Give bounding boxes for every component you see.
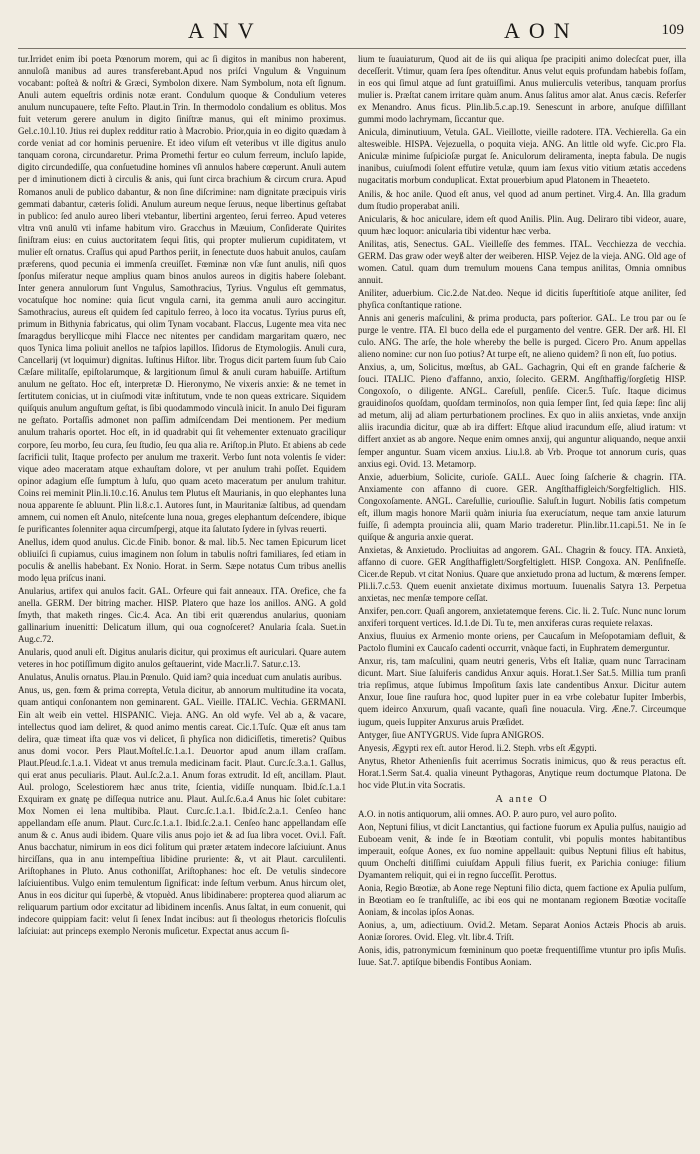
dictionary-entry: Anilitas, atis, Senectus. GAL. Vieilleſſe des femmes. ITAL. Vecchiezza de vecchia. GERM. Das graw oder weyß alter der weiberen. HISP. Vejez de la vieja. ANG. Old age of women. Catul. quam dum tremulum mouens Cana tempus anilitas, Omnia omnibus annuit. [358,238,686,285]
dictionary-entry: Anellus, idem quod anulus. Cic.de Finib. bonor. & mal. lib.5. Nec tamen Epicurum licet obliuiſci ſi cupiamus, cuius imaginem non ſolum in tabulis noſtri familiares, ſed etiam in poculis & anellis habebant. Ex Nonio. Horat. in Serm. Sæpe notatus Cum tribus anellis modo lęua priſcus inani. [18,536,346,584]
dictionary-entry: Aniliter, aduerbium. Cic.2.de Nat.deo. Neque id dicitis ſuperſtitioſe atque aniliter, ſed phyſica conſtantique ratione. [358,287,686,310]
dictionary-entry: Aonius, a, um, adiectiuum. Ovid.2. Metam. Separat Aonios Actæis Phocis ab aruis. Aoniæ ſorores. Ovid. Eleg. vlt. libr.4. Triſt. [358,920,686,943]
dictionary-entry: Antyger, ſiue ANTYGRUS. Vide ſupra ANIGROS. [358,729,544,740]
dictionary-entry: Anularis, quod anuli eſt. Digitus anularis dicitur, qui proximus eſt auriculari. Quare autem veteres in hoc potiſſimum digito anulos geſtauerint, vide Macr.li.7. Satur.c.13. [18,647,346,670]
dictionary-entry: Aonia, Regio Bœotiæ, ab Aone rege Neptuni filio dicta, quem factione ex Apulia pulſum, in Bœotiam eo ſe tranſtuliſſe, ac ibi eos qui ne montanam regionem Bœotiæ vocitaſſe Aoniam, & incolas ipſos Aonas. [358,883,686,918]
left-column [18,53,346,1149]
dictionary-entry: Anxius, fluuius ex Armenio monte oriens, per Caucaſum in Meſopotamiam defluit, & Pactolo flumini ex Caucaſo cadenti occurrit, vnàque facti, in Euphratem demerguntur. [358,631,686,654]
header-right-word: AON [504,18,579,43]
dictionary-entry: Anyesis, Ægypti rex eſt. autor Herod. li.2. Steph. vrbs eſt Ægypti. [358,742,597,753]
running-header [18,14,686,49]
dictionary-entry: tur.Irridet enim ibi poeta Pœnorum morem, qui ac ſi digitos in manibus non haberent, annuloſà manibus ad aures transferebant.Apud nos priſci Vngulum & Vnguinum vocabant: poſteà & noſtri & Græci, Symbolon dixere. Nam Symbolum, nota eſt ſignum. Anuli autem equeſtris ordinis notæ erant. Condulum quoque & Condulium veteres anulum nuncupauere, teſte Feſto. Plaut.in Trin. In thermodolo condalium es oblitus. Mos fuit veterum gerere anulum in digito ſiniſtræ manus, qui eſt minimo proximus. Gel.c.10.l.10. Jtius rei duplex redditur ratio à Macrobio. Prior,quia in eo digito quædam à corde veniat ad cor hominis peruenire. Et ideo viſum eſt veteribus vt ille digitus anulo tanquam corona, circundaretur. Prima Promethi fertur eo culum ferreum, incluſo lapide, digito circundediſſe, qua conſuetudine homines vſi annulos habere cœperunt. Anuli autem per d iminutionem dicti à circulis & anis, qui ſunt circa brachium & circum crura. Apud Romanos anuli de publico dabantur, & non ſine diſcrimine: nam dignitate præcipuis viris gemmati dabantur, cæteris ſolidi. Anulum aureum neque ſeruus, neque libertinus geſtabat in publico: ſed anulo aureo liberi vtebantur, libertini argenteo, ſerui ferreo. Apud veteres vltra vnū anulū vti infame habitum viro. Gracchus in Mæuium, Conſiderate Quirites ſiniſtram eius: en cuius auctoritatem ſequi ſitis, qui propter mulierum cupiditatem, vt mulier eſt ornatus. Craſſus qui apud Parthos periit, in ſenectute duos habuit anulos, cauſam præferens, quod pecunia ei immenſa creuiſſet. Fœminæ non vſæ ſunt anulis, niſi quos ſponſus miſeratur neque amplius quam binos anulos aureos in digitis habere ſolebant. Inter genera annulorum ſunt Vngulus, Samothracius, Tyrius. Vngulus eſt gemmatus, vocatuſque hoc nomine: quia ſicut vngula carni, ita gemma anuli auro accingitur. Samothracius, aureus eſt quidem ſed capitulo ferreo, à loco ita vocatus. Tyrius purus eſt, primum in Bithynia fabricatus, qui olim Tynam vocabant. Flaccus, Lugente mea vita nec ſmaragdus beryllicque mihi Flacce nec nitentes per candidam margaritam quæro, nec quos Tynica lima poliuit anellos ne taſpios lapillos. Iſidorus de Etymologiis. Anuli cura, Cancellarij (vt loquimur) dignitas. Iuſtinus Hiſtor. libr. Trogus dicit partem ſuum ſub Caio Cæſare militaſſe, epiſtolarumque, & largitionum ſimul & anuli curam habuiſſe. Artiſtum anulum ne geſtato. Hoc eſt, interpretæ D. Hieronymo, Ne vixeris anxie: & ne temet in ſertitutem conicias, ut in ciuſmodi vitæ inſtitutum, vnde te non queas extricare. Siquidem quiſquis anulum anguſtum geſtat, is ſibi quodammodo vinculà inicit. In anulo Dei figuram ne geſtato. Portaſſis admonet non paſſim admiſcendam Dei mentionem. Per medium anulum traharis oportet. Hoc eſt, in id quadrabit qui ſit vehementer extenuato graciliqur corpore, ſeu morbo, ſeu cura, ſeu ſtudio, ſeu qua alia re. Ariſtop.in Pluto. Et abiens ab cede ſacrificii tulit, Itaque profecto per anulum me traxerit. Verbo ſunt nota volentis ſe vider: vique adeo maceratam atque exhauſtam dolore, vt per anulum trahi poſſet. Equidem opinor adagium eſſe ſumptum à luſu, quo quam aceto maceratum per anulum trahitur. Coins rei meminit Plin.li.10.c.16. Anulus tem Plutus eſt Maurianis, in quo elephantes luna noua apparente ſe abluunt. Plin li.8.c.1. Autores ſunt, in Mauritaniæ ſaltibus, ad quendam amnem, cui nomen eſt Anulo, niteſcente luna noua, greges elephantum deſcendere, ibique ſe purificantes ſolenniter aqua circumſpergi, atque ita ſalutato ſydere in ſylvas reuerti. [18,54,346,534]
dictionary-entry: Anxifer, pen.corr. Quaſi angorem, anxietatemque ferens. Cic. li. 2. Tuſc. Nunc nunc lorum anxiferi torquent vertices. Id.1.de Di. Tu te, men anxiferas curas requiete relaxas. [358,606,686,629]
dictionary-entry: Anilis, & hoc anile. Quod eſt anus, vel quod ad anum pertinet. Virg.4. An. Illa gradum dum ſtudio properabat anili. [358,188,686,211]
dictionary-entry: Anxie, aduerbium, Solicite, curioſe. GALL. Auec ſoing ſaſcherie & chagrin. ITA. Anxiamente con affanno di cuore. GER. Angſthaffigleich/Sorgfeltiglich. HIS. Congoxoſamente. ANGL. Careſullie, curiouſlie. Saluſt.in Iugurt. Nobilis ſatis competum eſt, illum magis honore Marii quàm iniuria ſua exerucíatum, neque tam anxie laturum fuiſſe, ſi adempta prouincia alii, quam Mario traderetur. Plin.libr.11.capi.51. Ne in ſe quiſque & anguria anxie querat. [358,471,686,542]
dictionary-entry: lium te ſuauiaturum, Quod ait de iis qui aliqua ſpe pracipiti animo dolecſcat puer, illa deceſſerit. Vtimur, quam ſera ſpes oſtenditur. Anus velut equis profundam habebis foſſam, in eos qui ſimul atque ad ſunt gratuiſſimi. Anus mulierculis veteribus, tanquam prorſus mulier is. Præſtat canem irritare quàm anum. Anus ſalitus amor alat. Anus cæcis. Referſer ex Menandro. Anus ficus. Plin.lib.5.c.ap.19. Senescunt in arbore, anuſque diſſillant gummi modo lachrymam, ſiccantur que. [358,54,686,125]
section-heading: A ante O [495,793,549,805]
dictionary-entry: Anxur, ris, tam maſculini, quam neutri generis, Vrbs eſt Italiæ, quam nunc Tarracinam dicunt. Mart. Siue ſaluiferis candidus Anxur aquis. Horat.1.Ser Sat.5. Millia tum pranſi tria repſimus, atque ſubimus Impoſitum ſaxis late candentibus Anxur. Dicitur autem Anxur, Ioue ſine rauſura hoc, quod lupiter puer in ea vrbe colebatur Iupiter Imberbis, quem ideirco Anxurum, quaſi vacante, quaſi ſine nouacula. Virg. Æne.7. Circeumque iugum, queis Iuppiter Anxurus aruis Præſidet. [358,656,686,727]
dictionary-entry: Anicula, diminutiuum, Vetula. GAL. Vieillotte, vieille radotere. ITA. Vechierella. Ga ein altesweible. HISPA. Vejezuella, o poquita vieja. ANG. An little old wyfe. Cic.pro Fla. Aniculæ minime ſuſpicioſæ purgat ſe. Aniculorum deliramenta, inepta fabula. De nugis inanibus, cuiuſmodi ſolent effutire vetulæ, quum iam ſexus vitio vitium ætatis accedens nugacitatis morbum conduplicat. Extat prouerbium apud Platonem in Theaeteto. [358,127,686,186]
right-column [358,53,686,1149]
dictionary-entry: Anus, us, gen. fœm & prima correpta, Vetula dicitur, ab annorum multitudine ita vocata, quam antiqui conſonantem non geminarent. GAL. Vieille. ITALIC. Vechia. GERMANI. Ein alt weib ein vettel. HISPANIC. Vieja. ANG. An old wyfe. Vel ab a, & vacare, intellectus quod iam deliret, & quod animo mentis careat. Cic.1.Tuſc. Quæ eſt anus tam delira, quæ timeat iſta quæ vos vi delicet, ſi phyſica non didiciſſetis, timeretis? Quibus anus domi vocor. Pers Plaut.Moſtel.ſc.1.a.1. Deuortor apud anum illam craſſam. Plaut.Pſeud.ſc.1.a.1. Videat vt anus tremula medicinam facit. Plaut. Curc.ſc.3.a.1. Gallus, qui erat anus peculiaris. Plaut. Aul.ſc.2.a.1. Anum foras extrudit. Id eſt, ancillam. Plaut. Aul. prologo, Scelestiorem hæc anus trite, ſcientia, vidiſſe nunquam. Ibid.ſc.1.a.1 Exquiram ex gnatę pe diſſequa nutrice anu. Plaut. Aul.ſc.6.a.4 Anus hic ſolet cubitare: Mox Nomen ei lena multibiba. Plaut. Curc.ſc.1.a.1. Ibid.ſc.2.a.1. Cenſeo hanc appellandam eſſe anum. Plaut. Curc.ſc.1.a.1. Ibid.ſc.2.a.1. Cenſeo hanc appellandam eſſe anum & c. Anus audi ibidem. Quare vilis anus pojo iet & ad ſua libra vocet. Ovi.l. Faſt. Anus bacchatur, nimirum in eos dici folitum qui præter ætatem indecore laſciuiunt. Anus hirciſſans, qua in anu intempeſtiua libidine pruriente: &, vt ait Plaut. carculilenti. Ariſtophanes in Pluto. Anus cothoniſſat, Ariſtophanes: hoc eſt. De vetulis sindecore laſciuientibus. Vulgo enim temulentum ſignificat: inde ſeſtum verbum. Anus hircum olet, Anus in eos dicitur qui ſuperbè, & vtopuèd. Anus libidinabere: propterea quod aliarum ac reliquarum partium odor excitatur ad libidinem incenſis. Anus ſaltat, in eum conuenit, qui indecore quippiam facit: velut ſi ſenex Indat incibus: aut ſi theologus rhetoricis floſculis laſciuiat: aut princeps exemplo Neronis muſicetur. Expectat anus accum ſi- [18,685,346,937]
dictionary-entry: Anxius, a, um, Solicitus, mœſtus, ab GAL. Gachagrin, Qui eſt en grande faſcherie & ſouci. ITALIC. Pieno d'affanno, anxio, ſolecito. GERM. Angſthaffig/ſorgſetig HISP. Congoxoſo, o diligente. ANGL. Careſull, penſiſe. Cicer.5. Tuſc. Itaque dicimus grauidinoſos quoſdam, quoſdam terminoſos, non quia ſemper ſint, ſed quia ſæpe: ſinc alij ad metum, alij ad aliam perturbationem proclines. Ex quo in aliis anxietas, vnde anxijn aliis iracundia dicitur, quæ ab ira differt: Eſtque aliud iracundum eſſe, aliud iratum: vt differt anxiet as ab angore. Neque enim omnes anxij, qui anguntur aliquando, neque anxii ſemper anguntur. Suam vicem anxius. Liu.l.8. ab Vrb. Proque tot annorum curis, quas anxius egi. Ovid. 13. Metamorp. [358,362,686,469]
page-number: 109 [661,22,684,38]
dictionary-entry: Anxietas, & Anxietudo. Procliuitas ad angorem. GAL. Chagrin & foucy. ITA. Anxietà, affanno di cuore. GER Angſthaffiglett/Sorgfeltiglett. HISP. Congoxa. AN. Penſifneſſe. Cicer.de Repub. vt citat Nonius. Quare que anxietudo prona ad luctum, & mœrens ſemper. Pli.li.7.c.53. Quem euenit anxietate diximus mortuum. Iuuenalis Satyra 13. Perpetua anxietas, nec menſæ tempore ceſſat. [358,544,686,604]
text-columns [18,53,686,1149]
dictionary-entry: Anicularis, & hoc aniculare, idem eſt quod Anilis. Plin. Aug. Deliraro tibi videor, auare, quum hæc loquor: anicularia tibi videntur hæc verba. [358,213,686,236]
dictionary-entry: Aon, Neptuni filius, vt dicit Lanctantius, qui factione fuorum ex Apulia pulſus, nauigio ad Euboeam venit, & inde ſe in Bœotiam contulit, vbi populis montes habitantibus imperauit, eoſque Aones, ex ſuo nomine appellauit: quibus Neptuni filius eſt habitus, quum Oncheſti ditiſſimi cuiuſdam Appuli filius fuerit, ex Parichia coniuge: filium Dyamantem reliquit, qui ei in regno ſucceſſit. Perottus. [358,821,686,881]
dictionary-entry: Anulatus, Anulis ornatus. Plau.in Pœnulo. Quid iam? quia inceduat cum anulatis auribus. [18,672,342,683]
header-left-word: ANV [188,18,263,43]
dictionary-entry: Annis ani generis maſculini, & prima producta, pars poſterior. GAL. Le trou par ou ſe purge le ventre. ITA. El buco della ede el purgamento del ventre. GER. Der arß. HI. El culo. ANG. The arſe, the hole whereby the belle is purged. Cicero Pro. Anum appellas alieno nomine: cur non ſuo potius? At turpe eſt, ne alieno quidem? ſi non eſt, ſuo potius. [358,312,686,360]
dictionary-entry: Anularius, artifex qui anulos facit. GAL. Orfeure qui fait anneaux. ITA. Orefice, che fa anella. GERM. Der bitring macher. HISP. Platero que haze los anillos. ANG. A gold ſmyth, that maketh ringes. Cic.4. Aca. An tibi erit quærendus anularius, quoniam gallinarium inuenitti: Delicatum illum, qui oua cognoſceret? Anularia ſcala. Suet.in Aug.c.72. [18,586,346,645]
dictionary-entry: A.O. in notis antiquorum, alii omnes. AO. P. auro puro, vel auro poſito. [358,808,617,819]
dictionary-entry: Aonis, idis, patronymicum fœmininum quo poetæ frequentiſſime vtuntur pro ipſis Muſis. Iuue. Sat.7. aptiſque bibendis Fontibus Aoniam. [358,945,686,968]
dictionary-entry: Anytus, Rhetor Athenienſis fuit acerrimus Socratis inimicus, quo & reus peractus eſt. Horat.1.Serm Sat.4. qualia vineunt Pythagoras, Anytique reum doctumque Platona. De hoc vide Plut.in vita Socratis. [358,755,686,790]
